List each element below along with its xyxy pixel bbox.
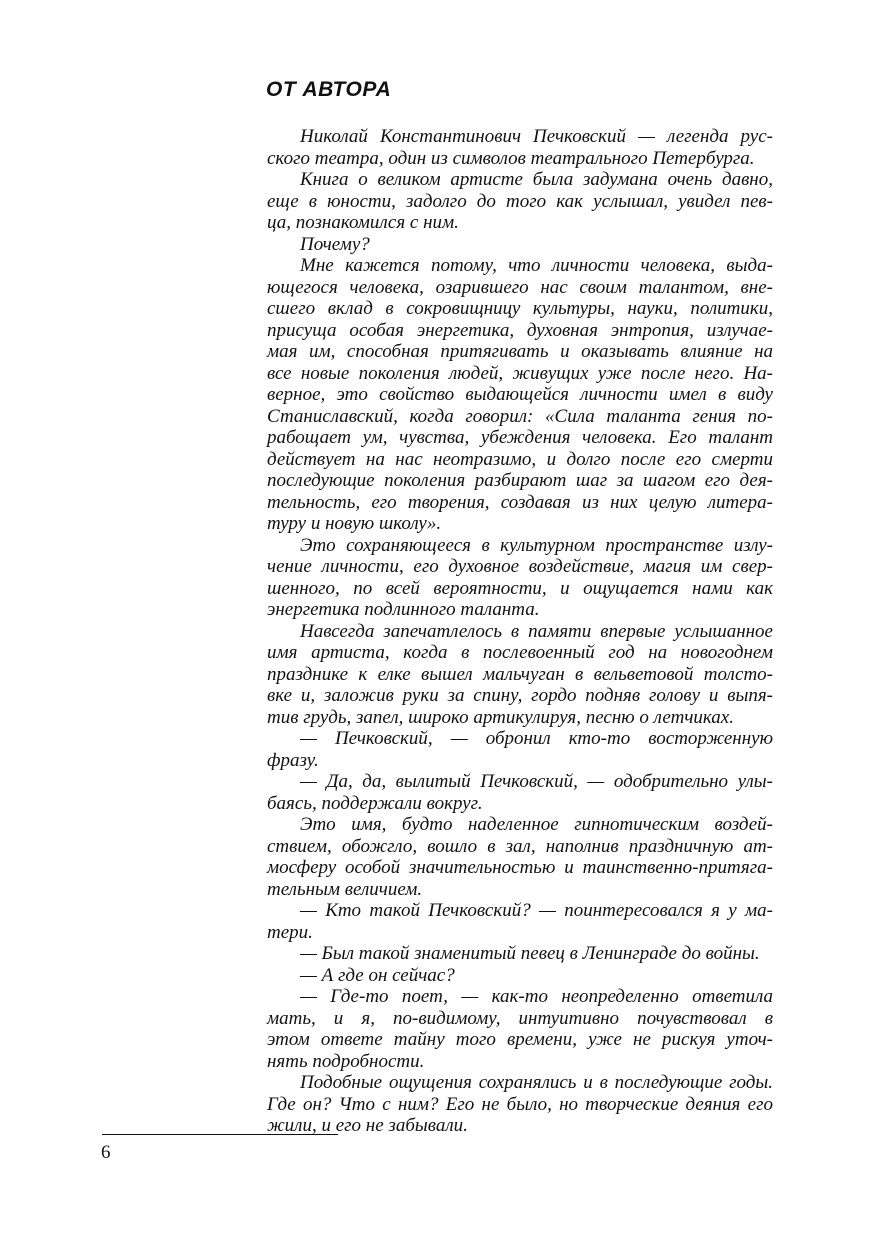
text-line: ца, познакомился с ним. [267, 212, 459, 233]
text-line: тив грудь, запел, широко артикулируя, песню о летчиках. [267, 706, 734, 728]
text-line: Навсегда запечатлелось в памяти впервые услышанное [300, 620, 773, 642]
text-line: фразу. [267, 749, 319, 771]
text-line: рабощает ум, чувства, убеждения человека. Его талант [267, 427, 773, 448]
text-line: имя артиста, когда в послевоенный год на новогоднем [267, 642, 773, 663]
text-line: действует на нас неотразимо, и долго после его смерти [267, 448, 773, 470]
text-line: вке и, заложив руки за спину, гордо подняв голову и выпя- [267, 685, 773, 706]
footer-rule [102, 1134, 338, 1135]
text-line: ского театра, один из символов театрального Петербурга. [267, 147, 755, 169]
text-line: — Где-то поет, — как-то неопределенно ответила [300, 986, 773, 1007]
text-line: энергетика подлинного таланта. [267, 599, 540, 620]
text-line: чение личности, его духовное воздействие, магия им свер- [267, 556, 773, 577]
text-line: — Да, да, вылитый Печковский, — одобрительно улы- [300, 771, 773, 792]
text-line: Это сохраняющееся в культурном пространстве излу- [300, 534, 773, 556]
text-line: Это имя, будто наделенное гипнотическим воздей- [300, 814, 773, 835]
text-line: мать, и я, по-видимому, интуитивно почувствовал в [267, 1007, 773, 1029]
text-line: сшего вклад в сокровищницу культуры, науки, политики, [267, 298, 773, 319]
text-line: ствием, обожгло, вошло в зал, наполнив праздничную ат- [267, 835, 773, 857]
text-line: присуща особая энергетика, духовная энтропия, излучае- [267, 319, 773, 341]
text-line: Станиславский, когда говорил: «Сила таланта гения по- [267, 405, 773, 427]
body-text [267, 126, 773, 1137]
text-line: этом ответе тайну того времени, уже не рискуя уточ- [267, 1029, 773, 1050]
text-line: Почему? [300, 233, 370, 255]
text-line: Мне кажется потому, что личности человека, выда- [300, 255, 773, 276]
text-line: шенного, по всей вероятности, и ощущается нами как [267, 577, 773, 599]
text-line: нять подробности. [267, 1050, 425, 1072]
chapter-heading: ОТ АВТОРА [266, 78, 392, 101]
text-line: Николай Константинович Печковский — легенда рус- [300, 126, 773, 147]
text-line: — Был такой знаменитый певец в Ленинграде до войны. [300, 943, 760, 964]
text-line: мая им, способная притягивать и оказывать влияние на [267, 341, 773, 362]
text-line: верное, это свойство выдающейся личности имел в виду [267, 384, 773, 405]
text-line: все новые поколения людей, живущих уже после него. На- [267, 362, 773, 384]
text-line: — Печковский, — обронил кто-то восторженную [300, 728, 773, 749]
text-line: мосферу особой значительностью и таинственно-притяга- [267, 857, 773, 878]
text-line: Подобные ощущения сохранялись и в последующие годы. [300, 1072, 773, 1093]
text-line: баясь, поддержали вокруг. [267, 792, 483, 814]
text-line: — Кто такой Печковский? — поинтересовался я у ма- [300, 900, 773, 921]
text-line: еще в юности, задолго до того как услышал, увидел пев- [267, 190, 773, 212]
text-line: последующие поколения разбирают шаг за шагом его дея- [267, 470, 773, 491]
text-line: празднике к елке вышел мальчуган в вельветовой толсто- [267, 663, 773, 685]
text-line: туру и новую школу». [267, 513, 442, 534]
text-line: жили, и его не забывали. [267, 1115, 468, 1136]
text-line: Где он? Что с ним? Его не было, но творческие деяния его [267, 1093, 773, 1115]
text-line: ющегося человека, озарившего нас своим талантом, вне- [267, 276, 773, 298]
text-line: тельным величием. [267, 878, 423, 900]
page-number: 6 [101, 1142, 111, 1163]
text-line: — А где он сейчас? [300, 964, 455, 986]
text-line: тельность, его творения, создавая из них целую литера- [267, 491, 773, 513]
text-line: тери. [267, 921, 313, 943]
text-line: Книга о великом артисте была задумана очень давно, [300, 169, 773, 190]
